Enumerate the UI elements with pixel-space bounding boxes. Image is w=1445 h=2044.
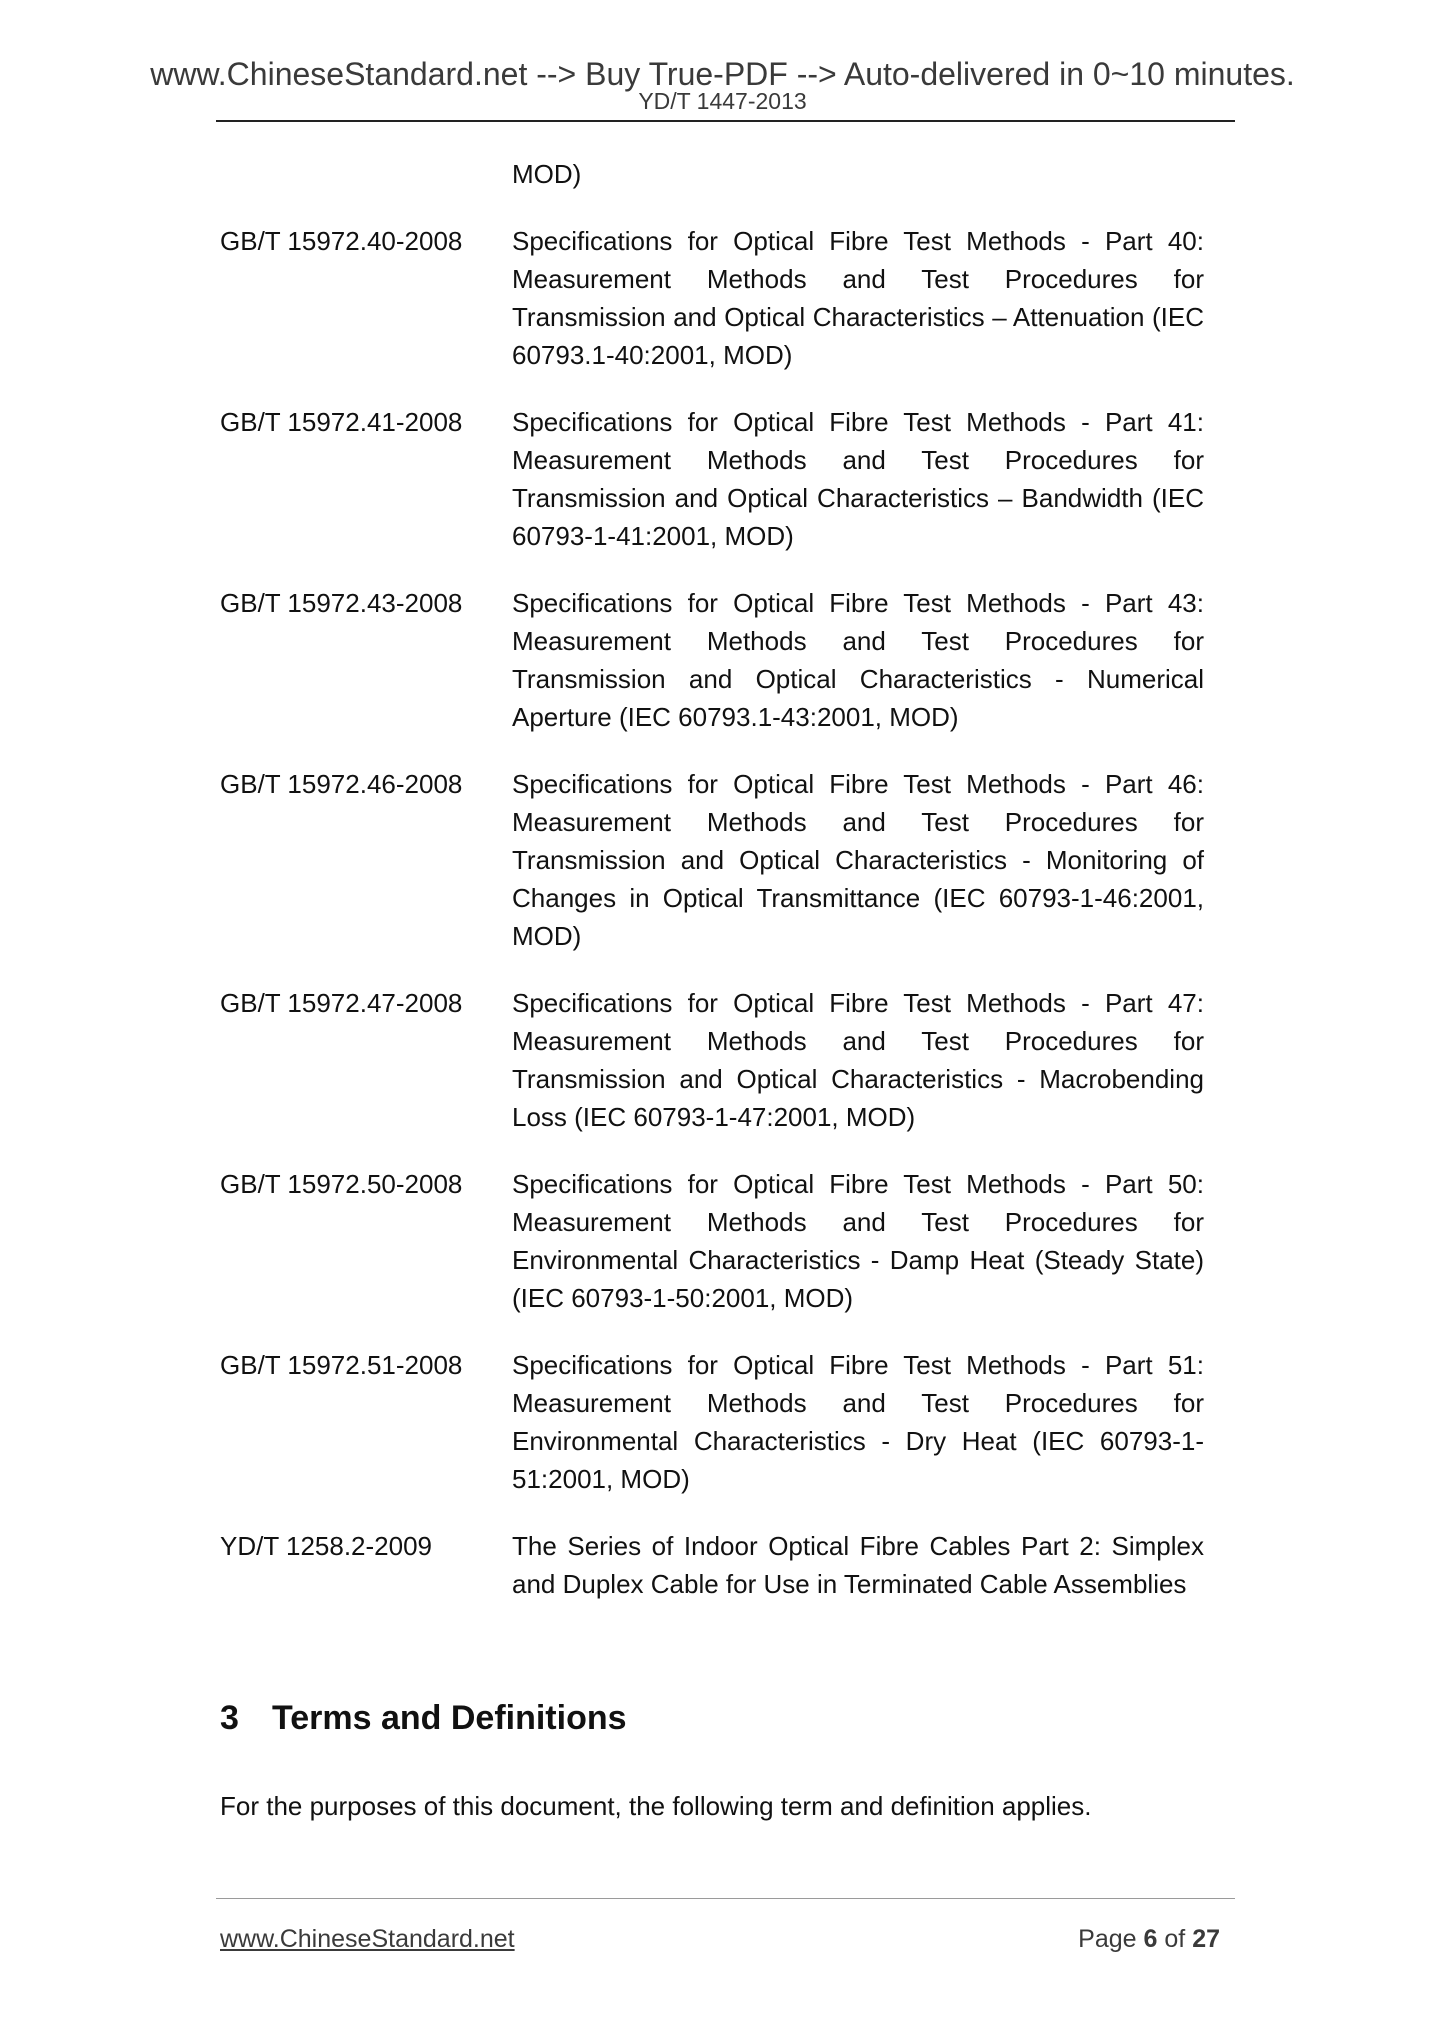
reference-title: Specifications for Optical Fibre Test Methods - Part 47: Measurement Methods and Test Procedures for Transmission and Optical Characteristics - Macrobending Loss (IEC 60793-1-47:2001, MOD) [512, 988, 1204, 1132]
reference-entry [220, 765, 1204, 955]
header-divider [216, 120, 1235, 122]
reference-title: Specifications for Optical Fibre Test Methods - Part 43: Measurement Methods and Test Procedures for Transmission and Optical Characteristics - Numerical Aperture (IEC 60793.1-43:2001, MOD) [512, 588, 1204, 732]
reference-entry [220, 1527, 1204, 1603]
reference-code: GB/T 15972.50-2008 [220, 1169, 463, 1199]
reference-title: Specifications for Optical Fibre Test Methods - Part 50: Measurement Methods and Test Procedures for Environmental Characteristics - Damp Heat (Steady State) (IEC 60793-1-50:2001, MOD) [512, 1169, 1204, 1313]
reference-title: MOD) [512, 159, 582, 189]
reference-title: The Series of Indoor Optical Fibre Cables Part 2: Simplex and Duplex Cable for Use in Terminated Cable Assemblies [512, 1531, 1204, 1599]
reference-code: GB/T 15972.47-2008 [220, 988, 463, 1018]
reference-title: Specifications for Optical Fibre Test Methods - Part 40: Measurement Methods and Test Procedures for Transmission and Optical Characteristics – Attenuation (IEC 60793.1-40:2001, MOD) [512, 226, 1204, 370]
page-current: 6 [1143, 1925, 1158, 1953]
section-number: 3 [220, 1699, 239, 1737]
reference-entry [220, 222, 1204, 374]
document-code: YD/T 1447-2013 [638, 88, 807, 114]
page-total: 27 [1192, 1925, 1220, 1953]
reference-title: Specifications for Optical Fibre Test Methods - Part 41: Measurement Methods and Test Procedures for Transmission and Optical Characteristics – Bandwidth (IEC 60793-1-41:2001, MOD) [512, 407, 1204, 551]
reference-code: GB/T 15972.46-2008 [220, 769, 463, 799]
reference-code: GB/T 15972.43-2008 [220, 588, 463, 618]
reference-entry [220, 584, 1204, 736]
reference-code: GB/T 15972.40-2008 [220, 226, 463, 256]
reference-title: Specifications for Optical Fibre Test Methods - Part 51: Measurement Methods and Test Procedures for Environmental Characteristics - Dry Heat (IEC 60793-1-51:2001, MOD) [512, 1350, 1204, 1494]
reference-entry [220, 1346, 1204, 1498]
section-title: Terms and Definitions [272, 1699, 627, 1737]
page-separator: of [1164, 1925, 1186, 1953]
reference-entry [220, 984, 1204, 1136]
reference-entry [220, 403, 1204, 555]
page-number [1078, 1924, 1220, 1954]
footer-divider [216, 1898, 1235, 1899]
top-banner: www.ChineseStandard.net --> Buy True-PDF --> Auto-delivered in 0~10 minutes. [150, 56, 1295, 92]
reference-entry [220, 155, 1204, 193]
reference-code: GB/T 15972.41-2008 [220, 407, 463, 437]
reference-code: GB/T 15972.51-2008 [220, 1350, 463, 1380]
footer-website-link[interactable]: www.ChineseStandard.net [220, 1925, 515, 1953]
page-prefix: Page [1078, 1925, 1137, 1953]
section-body-text: For the purposes of this document, the following term and definition applies. [220, 1791, 1092, 1821]
reference-code: YD/T 1258.2-2009 [220, 1531, 432, 1561]
reference-entry [220, 1165, 1204, 1317]
reference-title: Specifications for Optical Fibre Test Methods - Part 46: Measurement Methods and Test Procedures for Transmission and Optical Characteristics - Monitoring of Changes in Optical Transmittance (IEC 60793-1-46:2001, MOD) [512, 769, 1204, 951]
section-heading [220, 1698, 627, 1738]
normative-references-list [220, 155, 1204, 1632]
